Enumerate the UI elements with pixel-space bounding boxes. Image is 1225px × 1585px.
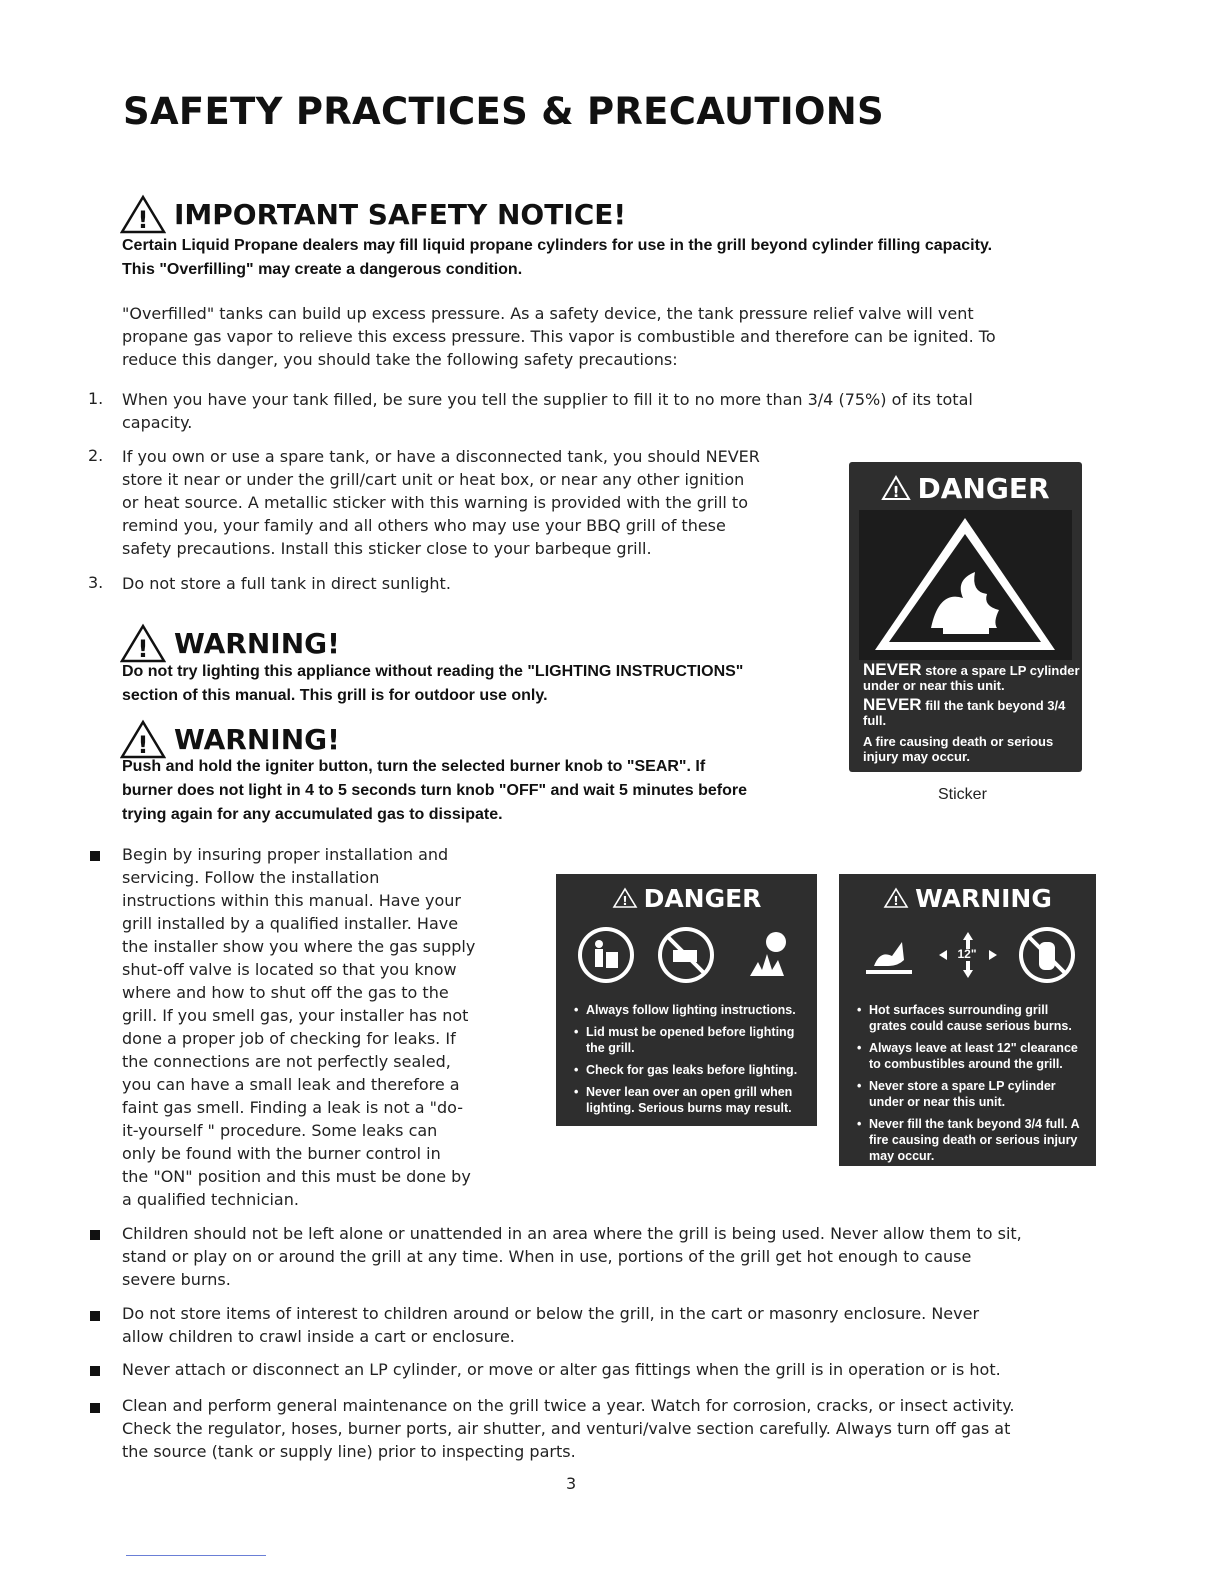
danger-label-list	[572, 1002, 804, 1122]
warning-label-item: • Hot surfaces surrounding grill grates could cause serious burns.	[855, 1002, 1083, 1034]
bullet-line: Never attach or disconnect an LP cylinder, or move or alter gas fittings when the grill is in operation or is hot.	[122, 1360, 1001, 1379]
bullet-line: Check the regulator, hoses, burner ports, air shutter, and venturi/valve section carefully. Always turn off gas at	[122, 1419, 1011, 1438]
warning-triangle-icon	[120, 194, 166, 234]
list-number: 1.	[88, 389, 104, 408]
clearance-indicator	[937, 930, 999, 980]
bullet-line: only be found with the burner control in	[122, 1144, 441, 1163]
bullet-marker	[90, 1403, 100, 1413]
warning-triangle-icon	[120, 623, 166, 663]
list-item-line: store it near or under the grill/cart unit or heat box, or near any other ignition	[122, 470, 745, 489]
warning-heading: WARNING!	[174, 722, 340, 756]
read-manual-icon	[575, 924, 637, 986]
svg-text:!: !	[893, 894, 899, 908]
sticker-image	[859, 510, 1072, 660]
no-spare-cylinder-icon	[1016, 924, 1078, 986]
no-open-flame-icon	[655, 924, 717, 986]
bullet-line: Children should not be left alone or unattended in an area where the grill is being used. Never allow them to sit,	[122, 1224, 1022, 1243]
warning-heading-row	[120, 719, 340, 759]
notice-paragraph	[122, 302, 1182, 371]
bullet-marker	[90, 851, 100, 861]
bullet-item	[122, 843, 522, 1211]
notice-bold-line: Certain Liquid Propane dealers may fill liquid propane cylinders for use in the grill beyond cylinder filling capacity.	[122, 237, 993, 254]
warning-text	[122, 755, 822, 827]
page-number: 3	[566, 1474, 577, 1493]
danger-label-header	[556, 878, 817, 918]
warning-heading-row	[120, 623, 340, 663]
list-item-line: capacity.	[122, 413, 193, 432]
bullet-marker	[90, 1230, 100, 1240]
warning-heading: WARNING!	[174, 626, 340, 660]
bullet-line: severe burns.	[122, 1270, 231, 1289]
warning-triangle-icon	[612, 887, 638, 909]
warning-line: burner does not light in 4 to 5 seconds turn knob "OFF" and wait 5 minutes before	[122, 782, 747, 799]
bullet-line: shut-off valve is located so that you know	[122, 960, 457, 979]
sticker-text-line: A fire causing death or serious	[863, 734, 1054, 749]
footer-rule	[126, 1555, 266, 1557]
sticker-caption: Sticker	[938, 786, 987, 803]
sticker-header	[849, 466, 1082, 510]
bullet-line: stand or play on or around the grill at any time. When in use, portions of the grill get hot enough to cause	[122, 1247, 972, 1266]
notice-bold-line: This "Overfilling" may create a dangerous condition.	[122, 261, 523, 278]
warning-label	[839, 874, 1096, 1166]
sticker-text	[863, 662, 1082, 764]
bullet-line: allow children to crawl inside a cart or enclosure.	[122, 1327, 515, 1346]
list-item-line: safety precautions. Install this sticker close to your barbeque grill.	[122, 539, 652, 558]
danger-label-item: • Lid must be opened before lighting the grill.	[572, 1024, 804, 1056]
warning-line: section of this manual. This grill is for outdoor use only.	[122, 687, 548, 704]
svg-text:!: !	[893, 483, 900, 501]
svg-text:!: !	[137, 731, 149, 759]
sticker-text-line: injury may occur.	[863, 749, 970, 764]
bullet-line: a qualified technician.	[122, 1190, 299, 1209]
notice-para-line: "Overfilled" tanks can build up excess pressure. As a safety device, the tank pressure relief valve will vent	[122, 304, 974, 323]
danger-label	[556, 874, 817, 1126]
svg-text:!: !	[621, 894, 628, 908]
fire-hazard-icon	[859, 510, 1072, 660]
notice-bold-text	[122, 234, 1182, 282]
danger-pictograms	[566, 920, 807, 990]
bullet-line: Do not store items of interest to children around or below the grill, in the cart or masonry enclosure. Never	[122, 1304, 980, 1323]
danger-label-head: DANGER	[643, 883, 762, 913]
warning-label-item: • Never fill the tank beyond 3/4 full. A fire causing death or serious injury may occur.	[855, 1116, 1083, 1164]
warning-label-item: • Always leave at least 12" clearance to combustibles around the grill.	[855, 1040, 1083, 1072]
danger-sticker	[849, 462, 1082, 772]
list-item	[122, 445, 822, 560]
bullet-item	[122, 1358, 1122, 1381]
bullet-line: done a proper job of checking for leaks. If	[122, 1029, 456, 1048]
list-item-line: If you own or use a spare tank, or have a disconnected tank, you should NEVER	[122, 447, 760, 466]
sticker-never: NEVER	[863, 695, 922, 714]
warning-line: Do not try lighting this appliance without reading the "LIGHTING INSTRUCTIONS"	[122, 663, 744, 680]
notice-para-line: propane gas vapor to relieve this excess pressure. This vapor is combustible and therefore can be ignited. To	[122, 327, 996, 346]
clearance-label: 12"	[957, 947, 977, 961]
sticker-never: NEVER	[863, 660, 922, 679]
bullet-line: grill installed by a qualified installer. Have	[122, 914, 459, 933]
explosion-icon	[736, 924, 798, 986]
notice-para-line: reduce this danger, you should take the following safety precautions:	[122, 350, 678, 369]
bullet-item	[122, 1222, 1122, 1291]
warning-triangle-icon	[883, 887, 909, 909]
bullet-line: the connections are not perfectly sealed,	[122, 1052, 451, 1071]
list-item	[122, 388, 1122, 434]
sticker-text-line: under or near this unit.	[863, 678, 1005, 693]
warning-label-head: WARNING	[915, 883, 1052, 913]
sticker-text-line: fill the tank beyond 3/4 full.	[863, 698, 1066, 728]
warning-text	[122, 660, 822, 708]
list-number: 2.	[88, 446, 104, 465]
list-number: 3.	[88, 573, 104, 592]
warning-line: trying again for any accumulated gas to dissipate.	[122, 806, 503, 823]
page-title: SAFETY PRACTICES & PRECAUTIONS	[123, 90, 884, 133]
bullet-item	[122, 1394, 1122, 1463]
warning-line: Push and hold the igniter button, turn the selected burner knob to "SEAR". If	[122, 758, 706, 775]
list-item-line: Do not store a full tank in direct sunlight.	[122, 574, 451, 593]
list-item-line: When you have your tank filled, be sure you tell the supplier to fill it to no more than 3/4 (75%) of its total	[122, 390, 973, 409]
warning-triangle-icon	[881, 475, 911, 501]
bullet-line: Begin by insuring proper installation and	[122, 845, 449, 864]
bullet-item	[122, 1302, 1122, 1348]
bullet-line: the "ON" position and this must be done by	[122, 1167, 471, 1186]
warning-triangle-icon	[120, 719, 166, 759]
bullet-line: where and how to shut off the gas to the	[122, 983, 449, 1002]
danger-label-item: • Check for gas leaks before lighting.	[572, 1062, 804, 1078]
bullet-line: grill. If you smell gas, your installer has not	[122, 1006, 469, 1025]
bullet-line: the installer show you where the gas supply	[122, 937, 476, 956]
warning-label-item: • Never store a spare LP cylinder under or near this unit.	[855, 1078, 1083, 1110]
notice-heading-row	[120, 194, 626, 234]
bullet-line: Clean and perform general maintenance on the grill twice a year. Watch for corrosion, cracks, or insect activity.	[122, 1396, 1015, 1415]
warning-pictograms	[849, 920, 1086, 990]
bullet-line: you can have a small leak and therefore a	[122, 1075, 460, 1094]
bullet-marker	[90, 1311, 100, 1321]
danger-label-item: • Always follow lighting instructions.	[572, 1002, 804, 1018]
svg-text:!: !	[137, 635, 149, 663]
list-item-line: or heat source. A metallic sticker with this warning is provided with the grill to	[122, 493, 748, 512]
notice-heading: IMPORTANT SAFETY NOTICE!	[174, 197, 627, 231]
warning-label-header	[839, 878, 1096, 918]
bullet-line: it-yourself " procedure. Some leaks can	[122, 1121, 438, 1140]
list-item	[122, 572, 822, 595]
bullet-line: instructions within this manual. Have your	[122, 891, 461, 910]
hot-surface-icon	[858, 930, 920, 980]
danger-label-item: • Never lean over an open grill when lighting. Serious burns may result.	[572, 1084, 804, 1116]
sticker-text-line: store a spare LP cylinder	[925, 663, 1080, 678]
bullet-line: faint gas smell. Finding a leak is not a "do-	[122, 1098, 463, 1117]
bullet-marker	[90, 1366, 100, 1376]
svg-text:!: !	[137, 206, 149, 234]
sticker-head-text: DANGER	[917, 471, 1050, 505]
bullet-line: servicing. Follow the installation	[122, 868, 380, 887]
warning-label-list	[855, 1002, 1083, 1166]
bullet-line: the source (tank or supply line) prior to inspecting parts.	[122, 1442, 576, 1461]
list-item-line: remind you, your family and all others who may use your BBQ grill of these	[122, 516, 726, 535]
